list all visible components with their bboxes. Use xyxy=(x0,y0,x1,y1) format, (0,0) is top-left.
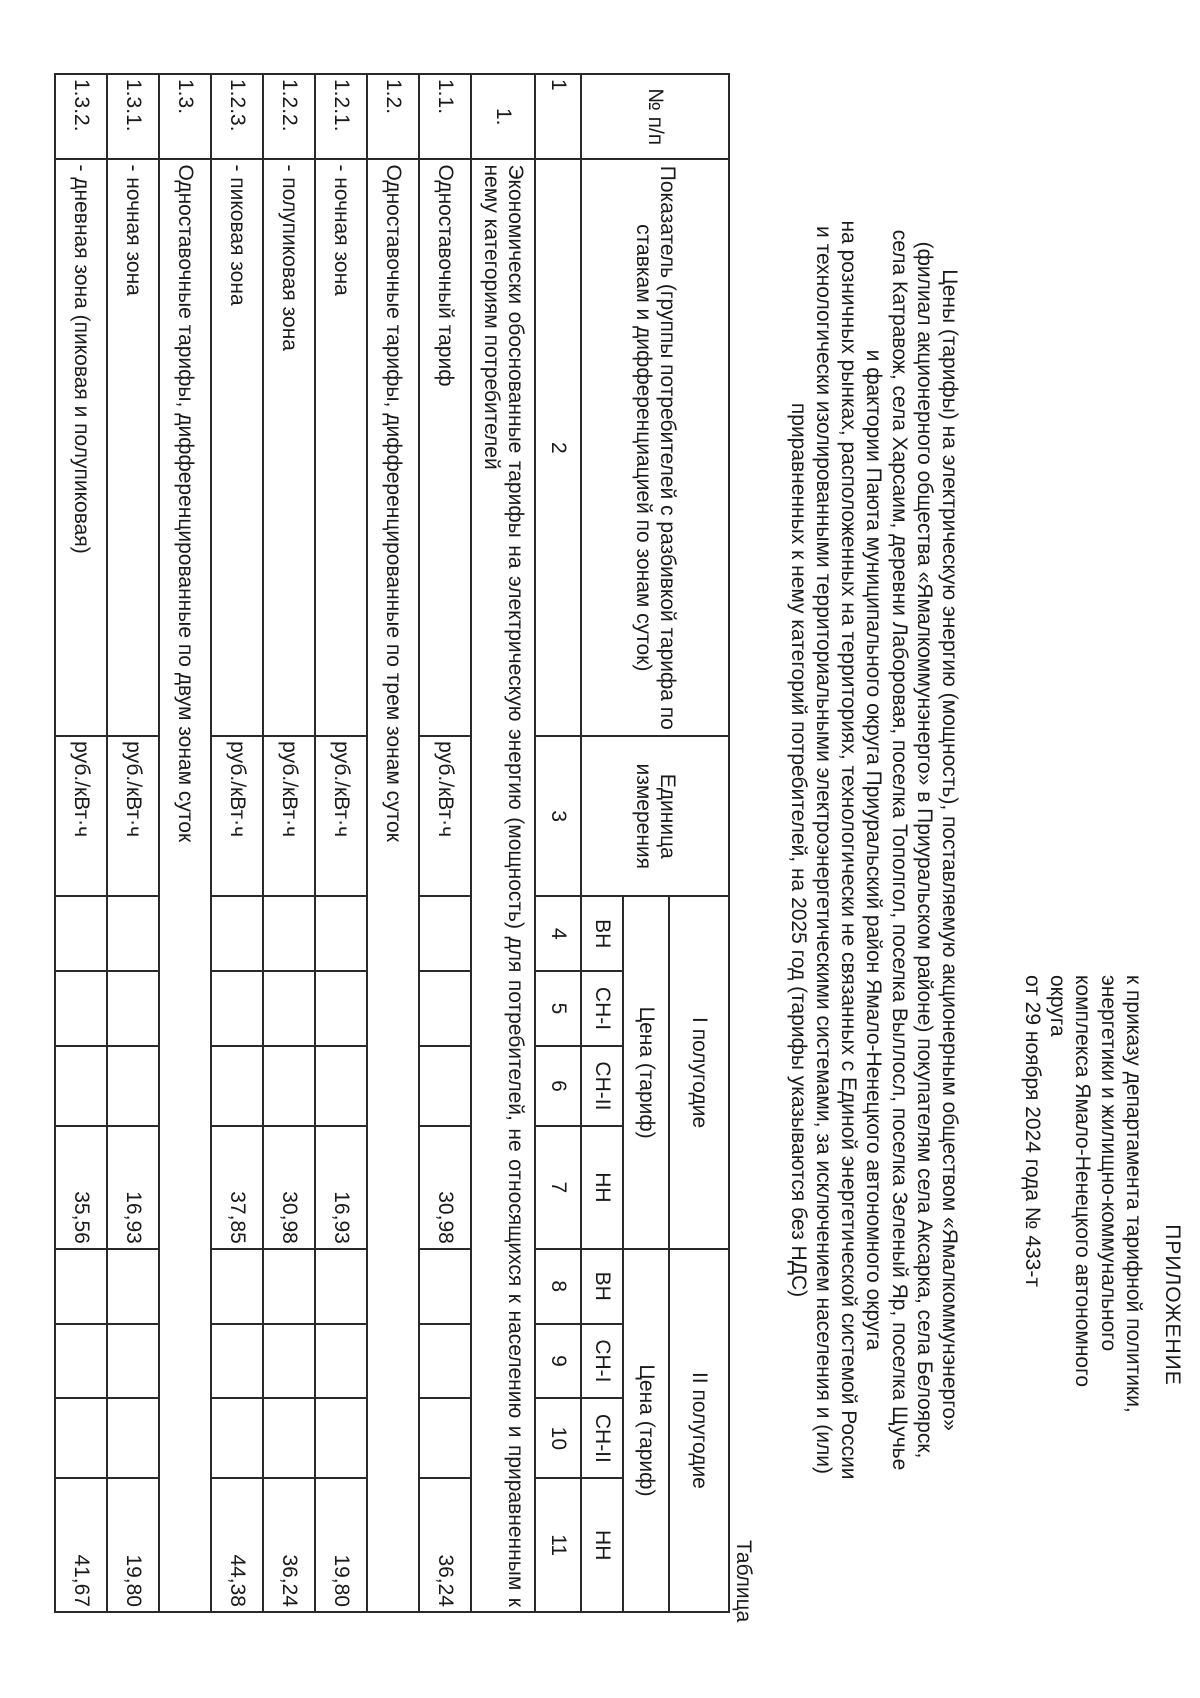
column-number: 9 xyxy=(535,1324,581,1399)
table-row xyxy=(419,74,471,1612)
heading-line: и технологически изолированными территориальными электроэнергетическими системами, за исключением населения и (или) xyxy=(812,226,836,1474)
table-row-section xyxy=(159,74,211,1612)
table-row-section xyxy=(367,74,419,1612)
col-header-voltage: СН-I xyxy=(581,1324,623,1399)
table-row-section xyxy=(471,74,535,1612)
price-half1-nn: 16,93 xyxy=(107,1126,159,1249)
col-header-voltage: НН xyxy=(581,1126,623,1249)
col-header-voltage: ВН xyxy=(581,896,623,971)
appendix-line: к приказу департамента тарифной политики, xyxy=(1121,975,1145,1413)
heading-line: Цены (тарифы) на электрическую энергию (мощность), поставляемую акционерным обществом «Ямалкоммунэнерго» xyxy=(938,269,961,1431)
column-number: 7 xyxy=(535,1126,581,1249)
price-half1-nn: 30,98 xyxy=(419,1126,471,1249)
table-row xyxy=(55,74,107,1612)
row-number: 1.3.2. xyxy=(55,74,107,159)
row-number: 1. xyxy=(471,74,535,159)
col-header-indicator: Показатель (группы потребителей с разбивкой тарифа по ставкам и дифференциацией по зонам суток) xyxy=(581,159,729,736)
row-name: - дневная зона (пиковая и полупиковая) xyxy=(55,159,107,736)
price-half1-nn: 16,93 xyxy=(315,1126,367,1249)
heading-line: приравненных к нему категорий потребителей, на 2025 год (тарифы указываются без НДС) xyxy=(786,402,810,1298)
price-half2-nn: 19,80 xyxy=(107,1478,159,1612)
heading-line: села Катравож, села Харсаим, деревни Лаборовая, поселка Тополгол, поселка Выллосл, поселка Зеленый Яр, поселка Щучье xyxy=(887,229,911,1471)
col-header-half1: I полугодие xyxy=(669,896,729,1248)
row-unit: руб./кВт·ч xyxy=(55,736,107,896)
price-half2-nn: 19,80 xyxy=(315,1478,367,1612)
price-half2-nn: 44,38 xyxy=(211,1478,263,1612)
appendix-line: от 29 ноября 2024 года № 433-т xyxy=(1021,975,1045,1287)
column-number: 2 xyxy=(535,159,581,736)
appendix-line: энергетики и жилищно-коммунального xyxy=(1096,975,1120,1352)
appendix-line: округа xyxy=(1046,975,1070,1037)
row-name: Одноставочный тариф xyxy=(419,159,471,736)
column-number: 1 xyxy=(535,74,581,159)
section-title: Экономически обоснованные тарифы на электрическую энергию (мощность) для потребителей, не относящихся к населению и приравненным к нему категориям потребителей xyxy=(471,159,535,1612)
col-header-price-half1: Цена (тариф) xyxy=(623,896,669,1248)
section-title: Одноставочные тарифы, дифференцированные по трем зонам суток xyxy=(367,159,419,1612)
col-header-voltage: НН xyxy=(581,1478,623,1612)
price-half1-nn: 37,85 xyxy=(211,1126,263,1249)
column-number: 8 xyxy=(535,1249,581,1324)
price-half2-nn: 36,24 xyxy=(263,1478,315,1612)
row-name: - полупиковая зона xyxy=(263,159,315,736)
row-number: 1.1. xyxy=(419,74,471,159)
table-row xyxy=(263,74,315,1612)
heading-line: и фактории Паюта муниципального округа Приуральский район Ямало-Ненецкого автономного округа xyxy=(862,349,886,1351)
row-unit: руб./кВт·ч xyxy=(211,736,263,896)
row-number: 1.3. xyxy=(159,74,211,159)
column-number: 4 xyxy=(535,896,581,971)
row-number: 1.2. xyxy=(367,74,419,159)
row-name: - ночная зона xyxy=(107,159,159,736)
heading-line: (филиал акционерного общества «Ямалкоммунэнерго» в Приуральском районе) покупателям села Аксарка, села Белоярск, xyxy=(912,241,936,1459)
table-row xyxy=(315,74,367,1612)
col-header-voltage: ВН xyxy=(581,1249,623,1324)
row-name: - пиковая зона xyxy=(211,159,263,736)
appendix-block xyxy=(1020,975,1185,1635)
row-number: 1.3.1. xyxy=(107,74,159,159)
column-number: 5 xyxy=(535,971,581,1046)
price-half2-nn: 36,24 xyxy=(419,1478,471,1612)
price-half1-nn: 35,56 xyxy=(55,1126,107,1249)
table-label: Таблица xyxy=(732,1540,755,1623)
column-number: 6 xyxy=(535,1046,581,1126)
col-header-voltage: СН-I xyxy=(581,971,623,1046)
column-number: 3 xyxy=(535,736,581,896)
column-number-row xyxy=(535,74,581,1612)
col-header-price-half2: Цена (тариф) xyxy=(623,1249,669,1612)
col-header-number: № п/п xyxy=(581,74,729,159)
row-unit: руб./кВт·ч xyxy=(107,736,159,896)
col-header-voltage: СН-II xyxy=(581,1398,623,1478)
col-header-unit: Единица измерения xyxy=(581,736,729,896)
document-heading xyxy=(786,90,962,1610)
column-number: 11 xyxy=(535,1478,581,1612)
row-unit: руб./кВт·ч xyxy=(419,736,471,896)
col-header-voltage: СН-II xyxy=(581,1046,623,1126)
row-number: 1.2.1. xyxy=(315,74,367,159)
row-number: 1.2.3. xyxy=(211,74,263,159)
price-half2-nn: 41,67 xyxy=(55,1478,107,1612)
section-title: Одноставочные тарифы, дифференцированные по двум зонам суток xyxy=(159,159,211,1612)
row-number: 1.2.2. xyxy=(263,74,315,159)
col-header-half2: II полугодие xyxy=(669,1249,729,1612)
table-row xyxy=(107,74,159,1612)
tariff-table xyxy=(54,73,730,1613)
heading-line: на розничных рынках, расположенных на территориях, технологически не связанных с Единой энергетической системой России xyxy=(837,220,861,1480)
price-half1-nn: 30,98 xyxy=(263,1126,315,1249)
column-number: 10 xyxy=(535,1398,581,1478)
row-name: - ночная зона xyxy=(315,159,367,736)
row-unit: руб./кВт·ч xyxy=(263,736,315,896)
header-row xyxy=(669,74,729,1612)
table-row xyxy=(211,74,263,1612)
appendix-line: комплекса Ямало-Ненецкого автономного xyxy=(1071,975,1095,1387)
appendix-title: ПРИЛОЖЕНИЕ xyxy=(1161,1224,1184,1386)
row-unit: руб./кВт·ч xyxy=(315,736,367,896)
